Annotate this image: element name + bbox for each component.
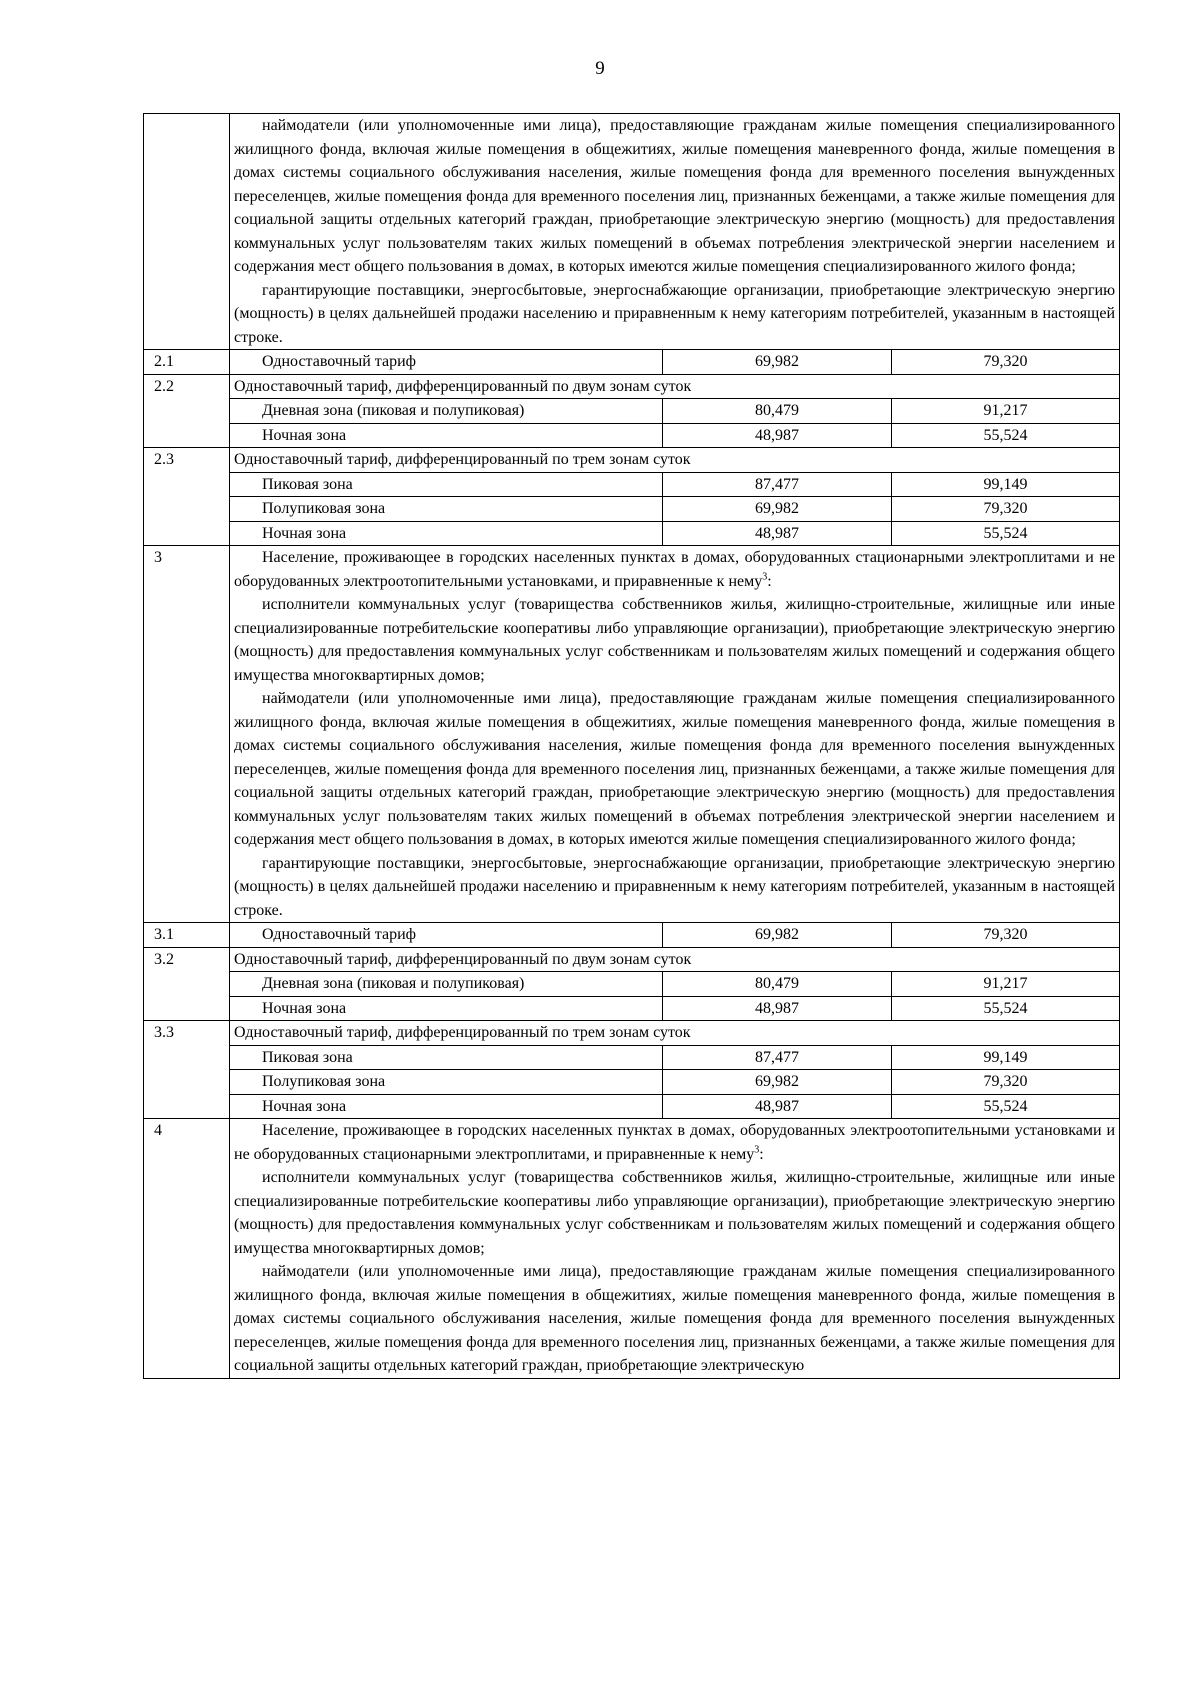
table-row xyxy=(144,1021,1120,1046)
tariff-value-2: 79,320 xyxy=(892,1070,1120,1095)
tariff-value-1: 69,982 xyxy=(663,497,892,522)
tariff-value-2: 79,320 xyxy=(892,350,1120,375)
tariff-value-2: 55,524 xyxy=(892,996,1120,1021)
table-row xyxy=(144,972,1120,997)
row-number: 3.1 xyxy=(144,923,230,948)
table-row xyxy=(144,947,1120,972)
table-row xyxy=(144,1094,1120,1119)
zone-label: Ночная зона xyxy=(230,521,663,546)
consumer-description xyxy=(230,1119,1120,1379)
tariff-value-1: 80,479 xyxy=(663,399,892,424)
consumer-description xyxy=(230,114,1120,350)
paragraph: Население, проживающее в городских населенных пунктах в домах, оборудованных стационарными электроплитами и не оборудованных электроотопительными установками, и приравненные к нему$^3$: xyxy=(234,549,1116,590)
table-row xyxy=(144,521,1120,546)
tariff-value-1: 87,477 xyxy=(663,1045,892,1070)
paragraph: гарантирующие поставщики, энергосбытовые, энергоснабжающие организации, приобретающие электрическую энергию (мощность) в целях дальнейшей продажи населению и приравненным к нему категориям потребителей, указанным в настоящей строке. xyxy=(234,854,1116,919)
consumer-description xyxy=(230,546,1120,923)
tariff-label: Одноставочный тариф, дифференцированный по трем зонам суток xyxy=(230,448,1120,473)
table-row xyxy=(144,996,1120,1021)
zone-label: Дневная зона (пиковая и полупиковая) xyxy=(230,399,663,424)
footnote-ref: 3 xyxy=(754,1144,760,1156)
tariff-value-2: 79,320 xyxy=(892,923,1120,948)
table-row xyxy=(144,1070,1120,1095)
tariff-value-2: 55,524 xyxy=(892,1094,1120,1119)
tariff-label: Одноставочный тариф xyxy=(230,923,663,948)
table-row xyxy=(144,923,1120,948)
tariff-value-2: 79,320 xyxy=(892,497,1120,522)
tariff-label: Одноставочный тариф, дифференцированный по трем зонам суток xyxy=(230,1021,1120,1046)
paragraph: исполнители коммунальных услуг (товарищества собственников жилья, жилищно-строительные, жилищные или иные специализированные потребительские кооперативы либо управляющие организации), приобретающие электрическую энергию (мощность) для предоставления коммунальных услуг собственникам и пользователям жилых помещений и содержания общего имущества многоквартирных домов; xyxy=(234,596,1116,684)
page-number: 9 xyxy=(595,58,605,79)
tariff-value-1: 69,982 xyxy=(663,923,892,948)
row-number: 3 xyxy=(144,546,230,923)
tariff-table xyxy=(143,113,1120,1379)
row-number: 2.1 xyxy=(144,350,230,375)
zone-label: Полупиковая зона xyxy=(230,497,663,522)
row-number: 2.3 xyxy=(144,448,230,546)
tariff-value-2: 91,217 xyxy=(892,399,1120,424)
tariff-value-2: 99,149 xyxy=(892,1045,1120,1070)
table-row xyxy=(144,114,1120,350)
zone-label: Дневная зона (пиковая и полупиковая) xyxy=(230,972,663,997)
paragraph: наймодатели (или уполномоченные ими лица), предоставляющие гражданам жилые помещения специализированного жилищного фонда, включая жилые помещения в общежитиях, жилые помещения маневренного фонда, жилые помещения в домах системы социального обслуживания населения, жилые помещения фонда для временного поселения вынужденных переселенцев, жилые помещения фонда для временного поселения лиц, признанных беженцами, а также жилые помещения для социальной защиты отдельных категорий граждан, приобретающие электрическую xyxy=(234,1263,1116,1374)
zone-label: Ночная зона xyxy=(230,1094,663,1119)
table-row xyxy=(144,448,1120,473)
table-row xyxy=(144,350,1120,375)
tariff-value-2: 55,524 xyxy=(892,521,1120,546)
tariff-value-1: 69,982 xyxy=(663,350,892,375)
zone-label: Пиковая зона xyxy=(230,472,663,497)
row-number: 3.2 xyxy=(144,947,230,1021)
row-number: 2.2 xyxy=(144,374,230,448)
row-number: 4 xyxy=(144,1119,230,1379)
tariff-value-1: 80,479 xyxy=(663,972,892,997)
row-number: 3.3 xyxy=(144,1021,230,1119)
paragraph: гарантирующие поставщики, энергосбытовые, энергоснабжающие организации, приобретающие электрическую энергию (мощность) в целях дальнейшей продажи населению и приравненным к нему категориям потребителей, указанным в настоящей строке. xyxy=(234,281,1116,346)
table-row xyxy=(144,497,1120,522)
table-row xyxy=(144,1119,1120,1379)
table-row xyxy=(144,374,1120,399)
paragraph: Население, проживающее в городских населенных пунктах в домах, оборудованных электроотопительными установками и не оборудованных стационарными электроплитами, и приравненные к нему$^3$: xyxy=(234,1122,1116,1163)
tariff-value-1: 69,982 xyxy=(663,1070,892,1095)
tariff-value-2: 55,524 xyxy=(892,423,1120,448)
zone-label: Ночная зона xyxy=(230,423,663,448)
tariff-value-2: 91,217 xyxy=(892,972,1120,997)
tariff-value-2: 99,149 xyxy=(892,472,1120,497)
footnote-ref: 3 xyxy=(762,571,768,583)
tariff-label: Одноставочный тариф, дифференцированный по двум зонам суток xyxy=(230,374,1120,399)
tariff-value-1: 48,987 xyxy=(663,423,892,448)
tariff-value-1: 48,987 xyxy=(663,521,892,546)
zone-label: Пиковая зона xyxy=(230,1045,663,1070)
table-row xyxy=(144,546,1120,923)
tariff-label: Одноставочный тариф, дифференцированный по двум зонам суток xyxy=(230,947,1120,972)
paragraph: наймодатели (или уполномоченные ими лица), предоставляющие гражданам жилые помещения специализированного жилищного фонда, включая жилые помещения в общежитиях, жилые помещения маневренного фонда, жилые помещения в домах системы социального обслуживания населения, жилые помещения фонда для временного поселения вынужденных переселенцев, жилые помещения фонда для временного поселения лиц, признанных беженцами, а также жилые помещения для социальной защиты отдельных категорий граждан, приобретающие электрическую энергию (мощность) для предоставления коммунальных услуг пользователям таких жилых помещений в объемах потребления электрической энергии населением и содержания мест общего пользования в домах, в которых имеются жилые помещения специализированного жилого фонда; xyxy=(234,690,1116,848)
paragraph: исполнители коммунальных услуг (товарищества собственников жилья, жилищно-строительные, жилищные или иные специализированные потребительские кооперативы либо управляющие организации), приобретающие электрическую энергию (мощность) для предоставления коммунальных услуг собственникам и пользователям жилых помещений и содержания общего имущества многоквартирных домов; xyxy=(234,1169,1116,1257)
zone-label: Полупиковая зона xyxy=(230,1070,663,1095)
table-row xyxy=(144,472,1120,497)
table-row xyxy=(144,1045,1120,1070)
tariff-label: Одноставочный тариф xyxy=(230,350,663,375)
tariff-value-1: 87,477 xyxy=(663,472,892,497)
tariff-value-1: 48,987 xyxy=(663,1094,892,1119)
table-row xyxy=(144,399,1120,424)
tariff-value-1: 48,987 xyxy=(663,996,892,1021)
table-row xyxy=(144,423,1120,448)
zone-label: Ночная зона xyxy=(230,996,663,1021)
paragraph: наймодатели (или уполномоченные ими лица), предоставляющие гражданам жилые помещения специализированного жилищного фонда, включая жилые помещения в общежитиях, жилые помещения маневренного фонда, жилые помещения в домах системы социального обслуживания населения, жилые помещения фонда для временного поселения вынужденных переселенцев, жилые помещения фонда для временного поселения лиц, признанных беженцами, а также жилые помещения для социальной защиты отдельных категорий граждан, приобретающие электрическую энергию (мощность) для предоставления коммунальных услуг пользователям таких жилых помещений в объемах потребления электрической энергии населением и содержания мест общего пользования в домах, в которых имеются жилые помещения специализированного жилого фонда; xyxy=(234,117,1116,275)
